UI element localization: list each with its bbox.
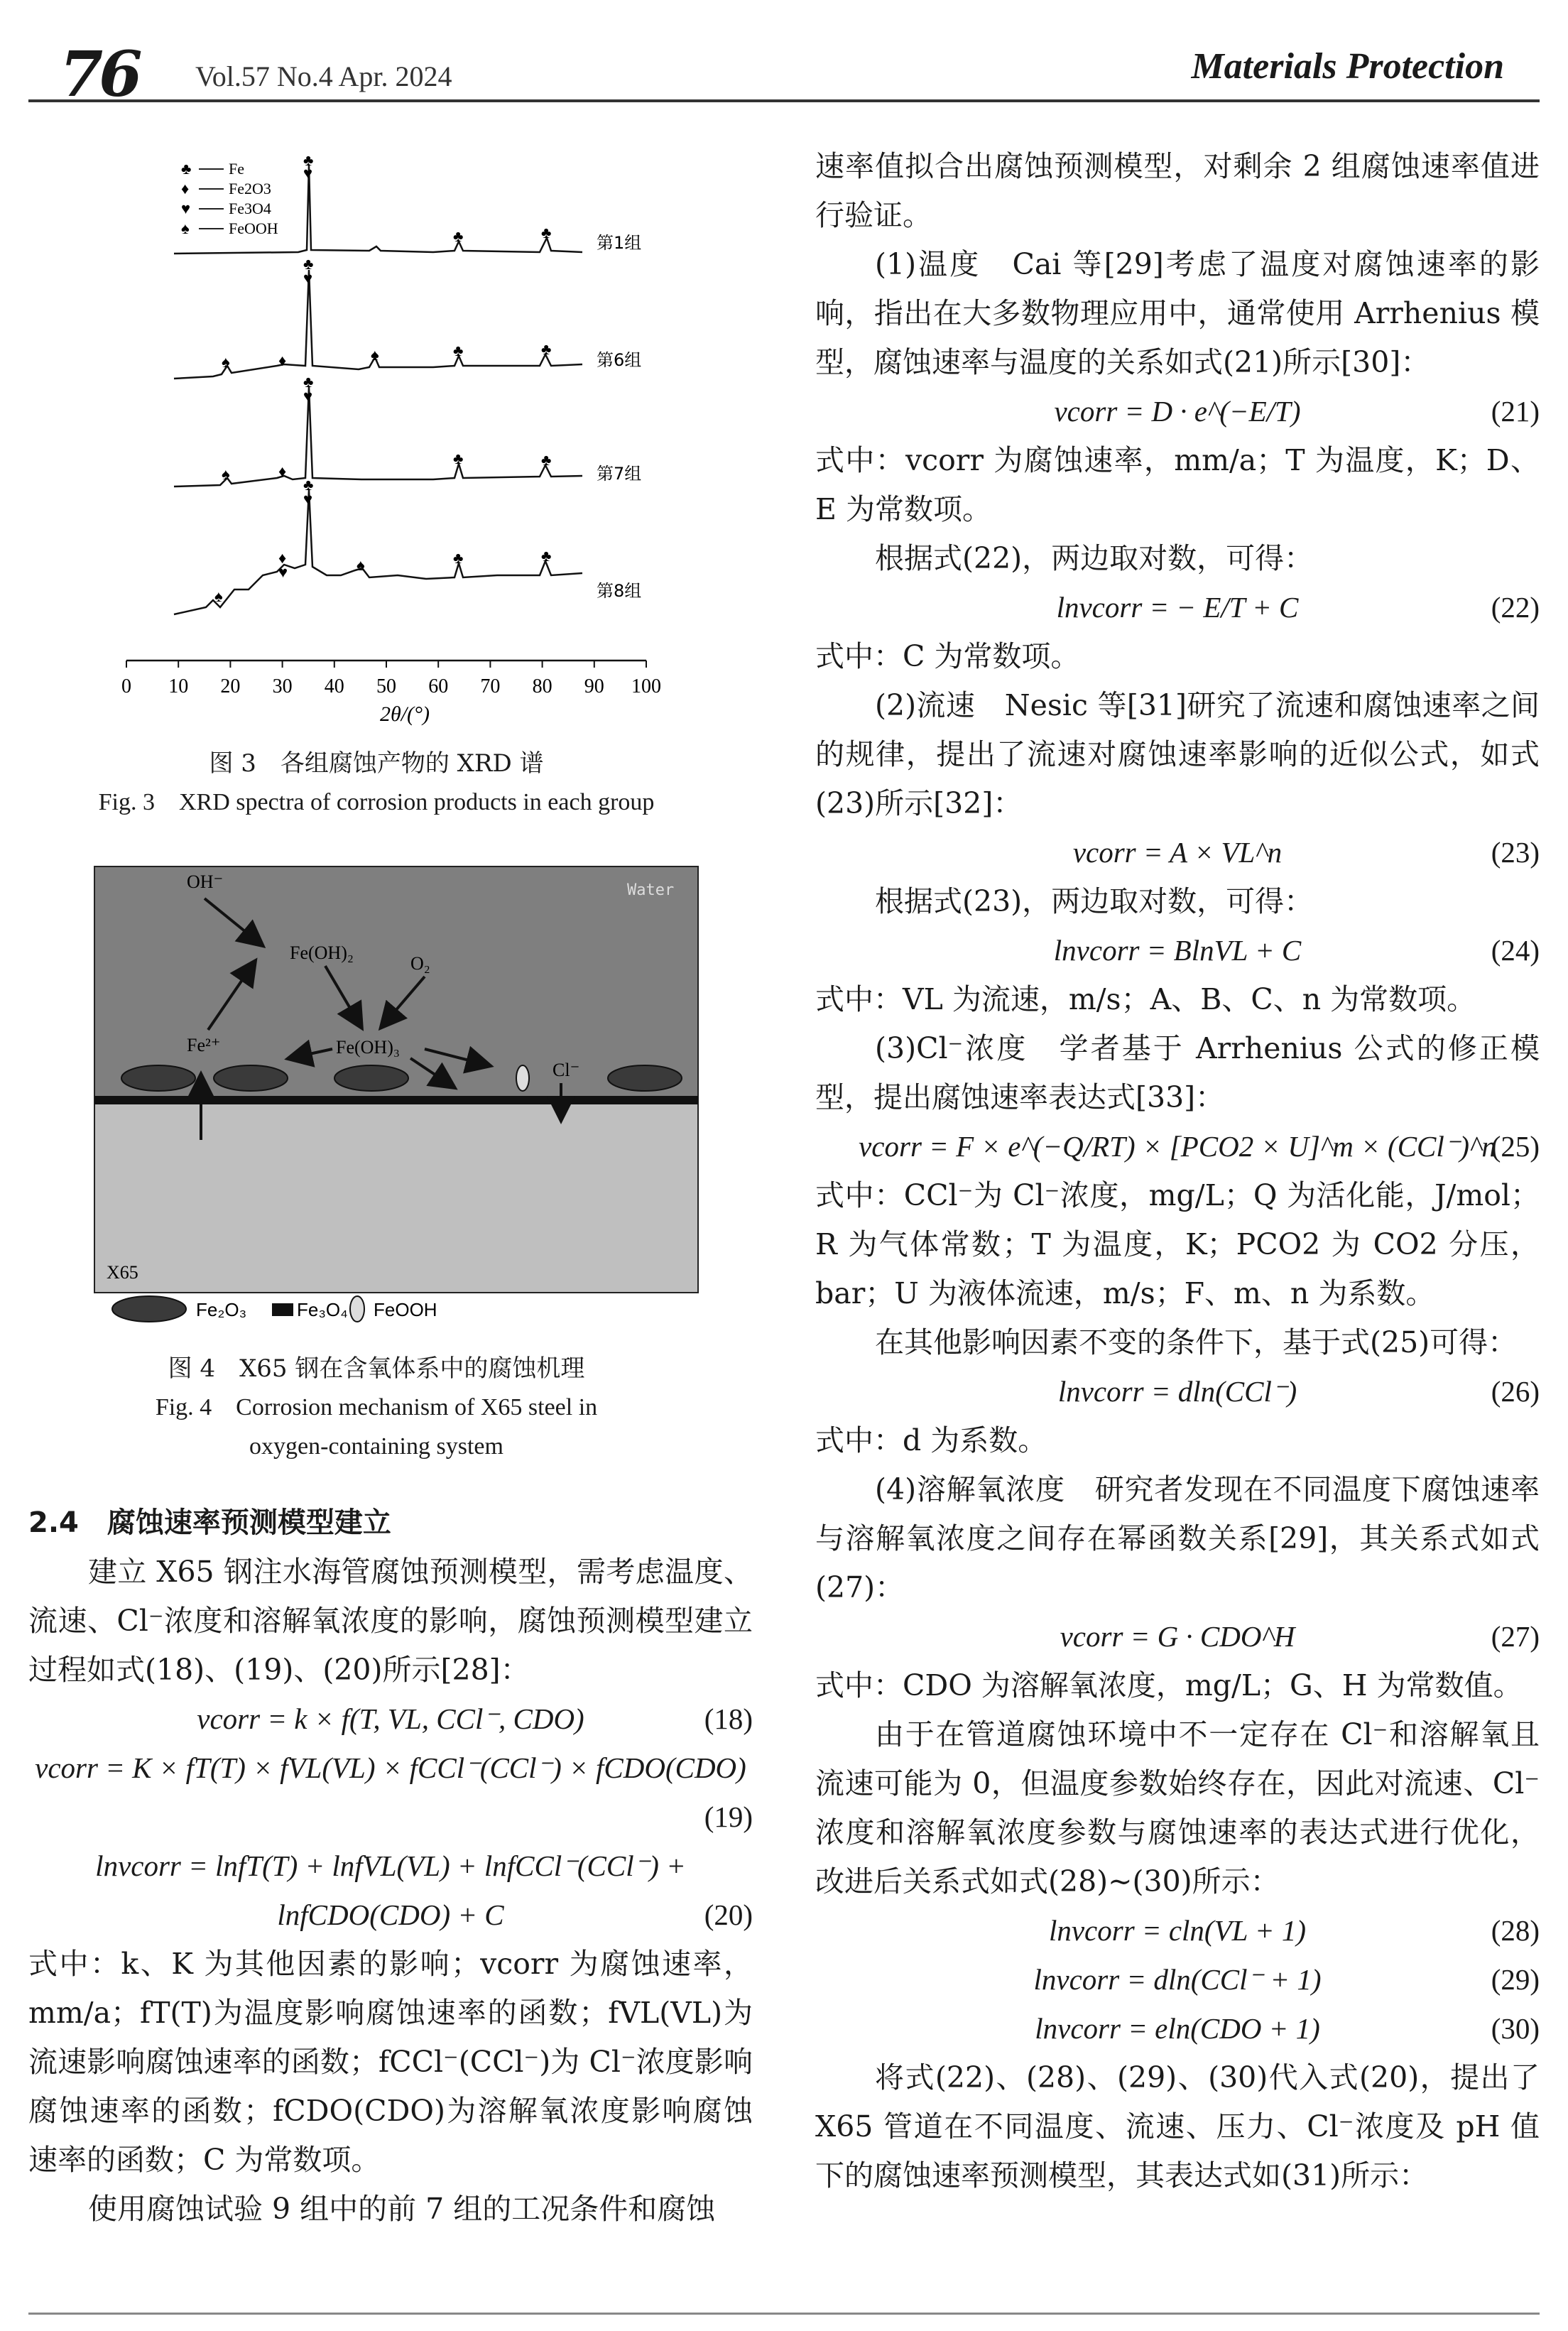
equation-26: lnvcorr = dln(CCl⁻) (26) <box>1057 1375 1540 1408</box>
legend-feooh: FeOOH <box>229 219 278 237</box>
peak-marker: ♠ <box>356 556 365 574</box>
x-tick-label: 30 <box>272 675 293 697</box>
legend-symbol-feooh: ♠ <box>181 219 190 237</box>
x-tick-label: 10 <box>168 675 189 697</box>
legend-fe: Fe <box>229 160 244 178</box>
equation-24: lnvcorr = BlnVL + C (24) <box>1053 934 1540 967</box>
peak-marker: ♠ <box>222 465 230 483</box>
x-axis-label: 2θ/(°) <box>379 702 430 726</box>
fe3o4-layer <box>94 1096 698 1104</box>
peak-marker: ♥ <box>303 387 313 405</box>
label-cl: Cl⁻ <box>552 1060 580 1080</box>
x-tick-label: 0 <box>121 675 131 697</box>
label-group-6: 第6组 <box>597 350 642 370</box>
xrd-chart <box>71 153 710 742</box>
label-o2: O₂ <box>410 953 430 974</box>
paragraph: 速率值拟合出腐蚀预测模型，对剩余 2 组腐蚀速率值进行验证。 <box>815 149 1540 232</box>
fig4-caption-en-1: Fig. 4 Corrosion mechanism of X65 steel in <box>155 1394 598 1420</box>
peak-marker: ♣ <box>303 373 314 391</box>
label-x65: X65 <box>107 1262 138 1283</box>
paragraph: (3)Cl⁻浓度 学者基于 Arrhenius 公式的修正模型，提出腐蚀速率表达式[33]： <box>815 1031 1540 1114</box>
footer-rule <box>28 2313 1540 2315</box>
equation-18: vcorr = k × f(T, VL, CCl⁻, CDO) (18) <box>197 1702 753 1735</box>
peak-marker: ♠ <box>222 353 230 371</box>
legend-fe3o4: Fe₃O₄ <box>297 1299 348 1320</box>
journal-issue: Vol.57 No.4 Apr. 2024 <box>195 60 452 92</box>
paragraph: 建立 X65 钢注水海管腐蚀预测模型，需考虑温度、流速、Cl⁻浓度和溶解氧浓度的影响，腐蚀预测模型建立过程如式(18)、(19)、(20)所示[28]： <box>28 1555 753 1687</box>
equation-19: vcorr = K × fT(T) × fVL(VL) × fCCl⁻(CCl⁻) × fCDO(CDO) <box>35 1751 746 1784</box>
equation-20-line-1: lnvcorr = lnfT(T) + lnfVL(VL) + lnfCCl⁻(CCl⁻) + <box>95 1849 686 1882</box>
peak-marker: ♣ <box>453 227 464 245</box>
fig3-caption-cn: 图 3 各组腐蚀产物的 XRD 谱 <box>209 749 544 778</box>
x-tick-label: 80 <box>532 675 552 697</box>
x-tick-label: 90 <box>584 675 604 697</box>
paragraph: 在其他影响因素不变的条件下，基于式(25)可得： <box>875 1325 1518 1359</box>
label-feoh3: Fe(OH)₃ <box>336 1037 400 1058</box>
peak-marker: ♦ <box>278 549 287 567</box>
x-axis-ticks <box>121 661 661 697</box>
paragraph: 式中：VL 为流速，m/s；A、B、C、n 为常数项。 <box>815 982 1476 1016</box>
peak-marker: ♣ <box>303 476 314 494</box>
mechanism-diagram <box>91 863 702 1346</box>
label-fe2: Fe²⁺ <box>187 1035 221 1055</box>
section-heading: 2.4 腐蚀速率预测模型建立 <box>28 1506 391 1539</box>
x-tick-label: 40 <box>324 675 344 697</box>
paragraph: 使用腐蚀试验 9 组中的前 7 组的工况条件和腐蚀 <box>88 2192 716 2226</box>
paragraph: 式中：d 为系数。 <box>815 1423 1047 1457</box>
label-water: Water <box>627 881 675 899</box>
right-column <box>815 142 1540 2200</box>
paragraph: 式中：vcorr 为腐蚀速率，mm/a；T 为温度，K；D、E 为常数项。 <box>815 443 1540 526</box>
peak-marker: ♠ <box>214 587 223 605</box>
label-group-7: 第7组 <box>597 464 642 484</box>
x-tick-label: 50 <box>376 675 396 697</box>
equation-19-number: (19) <box>704 1800 753 1833</box>
paragraph: (4)溶解氧浓度 研究者发现在不同温度下腐蚀速率与溶解氧浓度之间存在幂函数关系[29]，其关系式如式(27)： <box>815 1472 1540 1604</box>
legend-fe2o3: Fe2O3 <box>229 180 271 197</box>
legend-feooh: FeOOH <box>374 1299 437 1320</box>
fig3-caption-en: Fig. 3 XRD spectra of corrosion products in each group <box>98 789 655 815</box>
paragraph: 根据式(22)，两边取对数，可得： <box>875 541 1314 575</box>
equation-28: lnvcorr = cln(VL + 1) (28) <box>1048 1914 1540 1947</box>
peak-marker: ♣ <box>303 255 314 273</box>
peak-marker: ♣ <box>541 451 552 469</box>
x-tick-label: 100 <box>631 675 661 697</box>
peak-marker: ♥ <box>303 490 313 508</box>
feooh-deposit <box>516 1065 529 1091</box>
equation-30: lnvcorr = eln(CDO + 1) (30) <box>1035 2012 1540 2045</box>
peak-marker: ♣ <box>453 450 464 467</box>
equation-20-line-2: lnfCDO(CDO) + C (20) <box>277 1898 753 1931</box>
peak-marker: ♦ <box>278 352 287 369</box>
legend-symbol-fe3o4: ♥ <box>181 200 191 217</box>
legend-fe2o3-swatch <box>112 1296 186 1322</box>
paragraph: 由于在管道腐蚀环境中不一定存在 Cl⁻和溶解氧且流速可能为 0，但温度参数始终存在，因此对流速、Cl⁻浓度和溶解氧浓度参数与腐蚀速率的表达式进行优化，改进后关系式如式(28)~(30)所示： <box>815 1717 1540 1898</box>
spectrum-group-8 <box>174 490 582 614</box>
peak-marker: ♥ <box>278 563 288 581</box>
paragraph: 式中：CCl⁻为 Cl⁻浓度，mg/L；Q 为活化能，J/mol；R 为气体常数；T 为温度，K；PCO2 为 CO2 分压，bar；U 为液体流速，m/s；F、m、n 为系数。 <box>815 1178 1540 1310</box>
paragraph: 式中：C 为常数项。 <box>815 639 1080 673</box>
page-number: 76 <box>60 37 138 111</box>
left-column <box>28 1499 753 2234</box>
paragraph: 式中：CDO 为溶解氧浓度，mg/L；G、H 为常数值。 <box>815 1668 1523 1702</box>
peak-marker: ♣ <box>541 340 552 358</box>
peak-marker: ♣ <box>303 153 314 169</box>
legend-fe3o4-swatch <box>272 1303 293 1316</box>
peak-marker: ♣ <box>541 547 552 565</box>
peak-marker: ♥ <box>303 269 313 287</box>
paragraph: (1)温度 Cai 等[29]考虑了温度对腐蚀速率的影响，指出在大多数物理应用中，通常使用 Arrhenius 模型，腐蚀速率与温度的关系如式(21)所示[30]： <box>815 247 1540 379</box>
legend-feooh-swatch <box>350 1296 364 1322</box>
peak-marker: ♦ <box>278 462 287 480</box>
legend-symbol-fe: ♣ <box>181 160 192 178</box>
label-feoh2: Fe(OH)₂ <box>290 942 354 963</box>
figure-3 <box>71 153 710 742</box>
equation-23: vcorr = A × VL^n (23) <box>1072 836 1540 869</box>
equation-27: vcorr = G · CDO^H (27) <box>1060 1620 1540 1653</box>
label-group-1: 第1组 <box>597 233 642 253</box>
water-region <box>94 866 698 1101</box>
paragraph: (2)流速 Nesic 等[31]研究了流速和腐蚀速率之间的规律，提出了流速对腐蚀速率影响的近似公式，如式(23)所示[32]： <box>815 688 1540 820</box>
spectrum-group-7 <box>174 387 582 487</box>
legend-fe2o3: Fe₂O₃ <box>196 1299 247 1320</box>
equation-29: lnvcorr = dln(CCl⁻ + 1) (29) <box>1033 1963 1540 1996</box>
paragraph: 式中：k、K 为其他因素的影响；vcorr 为腐蚀速率，mm/a；fT(T)为温度影响腐蚀速率的函数；fVL(VL)为流速影响腐蚀速率的函数；fCCl⁻(CCl⁻)为 Cl⁻浓度影响腐蚀速率的函数；fCDO(CDO)为溶解氧浓度影响腐蚀速率的函数；C 为常数项。 <box>28 1947 753 2177</box>
equation-22: lnvcorr = − E/T + C (22) <box>1056 591 1540 624</box>
equation-21: vcorr = D · e^(−E/T) (21) <box>1054 395 1540 428</box>
equation-25: vcorr = F × e^(−Q/RT) × [PCO2 × U]^m × (CCl⁻)^n (25) <box>859 1130 1540 1163</box>
paragraph: 根据式(23)，两边取对数，可得： <box>875 884 1314 918</box>
label-group-8: 第8组 <box>597 581 642 601</box>
x-tick-label: 70 <box>480 675 501 697</box>
fig4-caption-en-2: oxygen-containing system <box>249 1433 503 1460</box>
paragraph: 将式(22)、(28)、(29)、(30)代入式(20)，提出了 X65 管道在不同温度、流速、压力、Cl⁻浓度及 pH 值下的腐蚀速率预测模型，其表达式如(31)所示： <box>815 2060 1540 2193</box>
label-oh: OH⁻ <box>187 871 224 892</box>
peak-marker: ♠ <box>371 346 379 364</box>
header-rule <box>28 99 1540 102</box>
x-tick-label: 60 <box>428 675 449 697</box>
legend-symbol-fe2o3: ♦ <box>181 180 190 197</box>
fig4-caption-cn: 图 4 X65 钢在含氧体系中的腐蚀机理 <box>168 1354 585 1383</box>
peak-marker: ♣ <box>453 549 464 567</box>
peak-marker: ♥ <box>303 164 313 182</box>
steel-region <box>94 1101 698 1293</box>
fig3-legend <box>181 160 278 237</box>
peak-marker: ♣ <box>541 224 552 241</box>
peak-marker: ♣ <box>453 342 464 359</box>
x-tick-label: 20 <box>220 675 241 697</box>
legend-fe3o4: Fe3O4 <box>229 200 271 217</box>
figure-4 <box>91 863 702 1346</box>
journal-name: Materials Protection <box>1191 46 1504 87</box>
